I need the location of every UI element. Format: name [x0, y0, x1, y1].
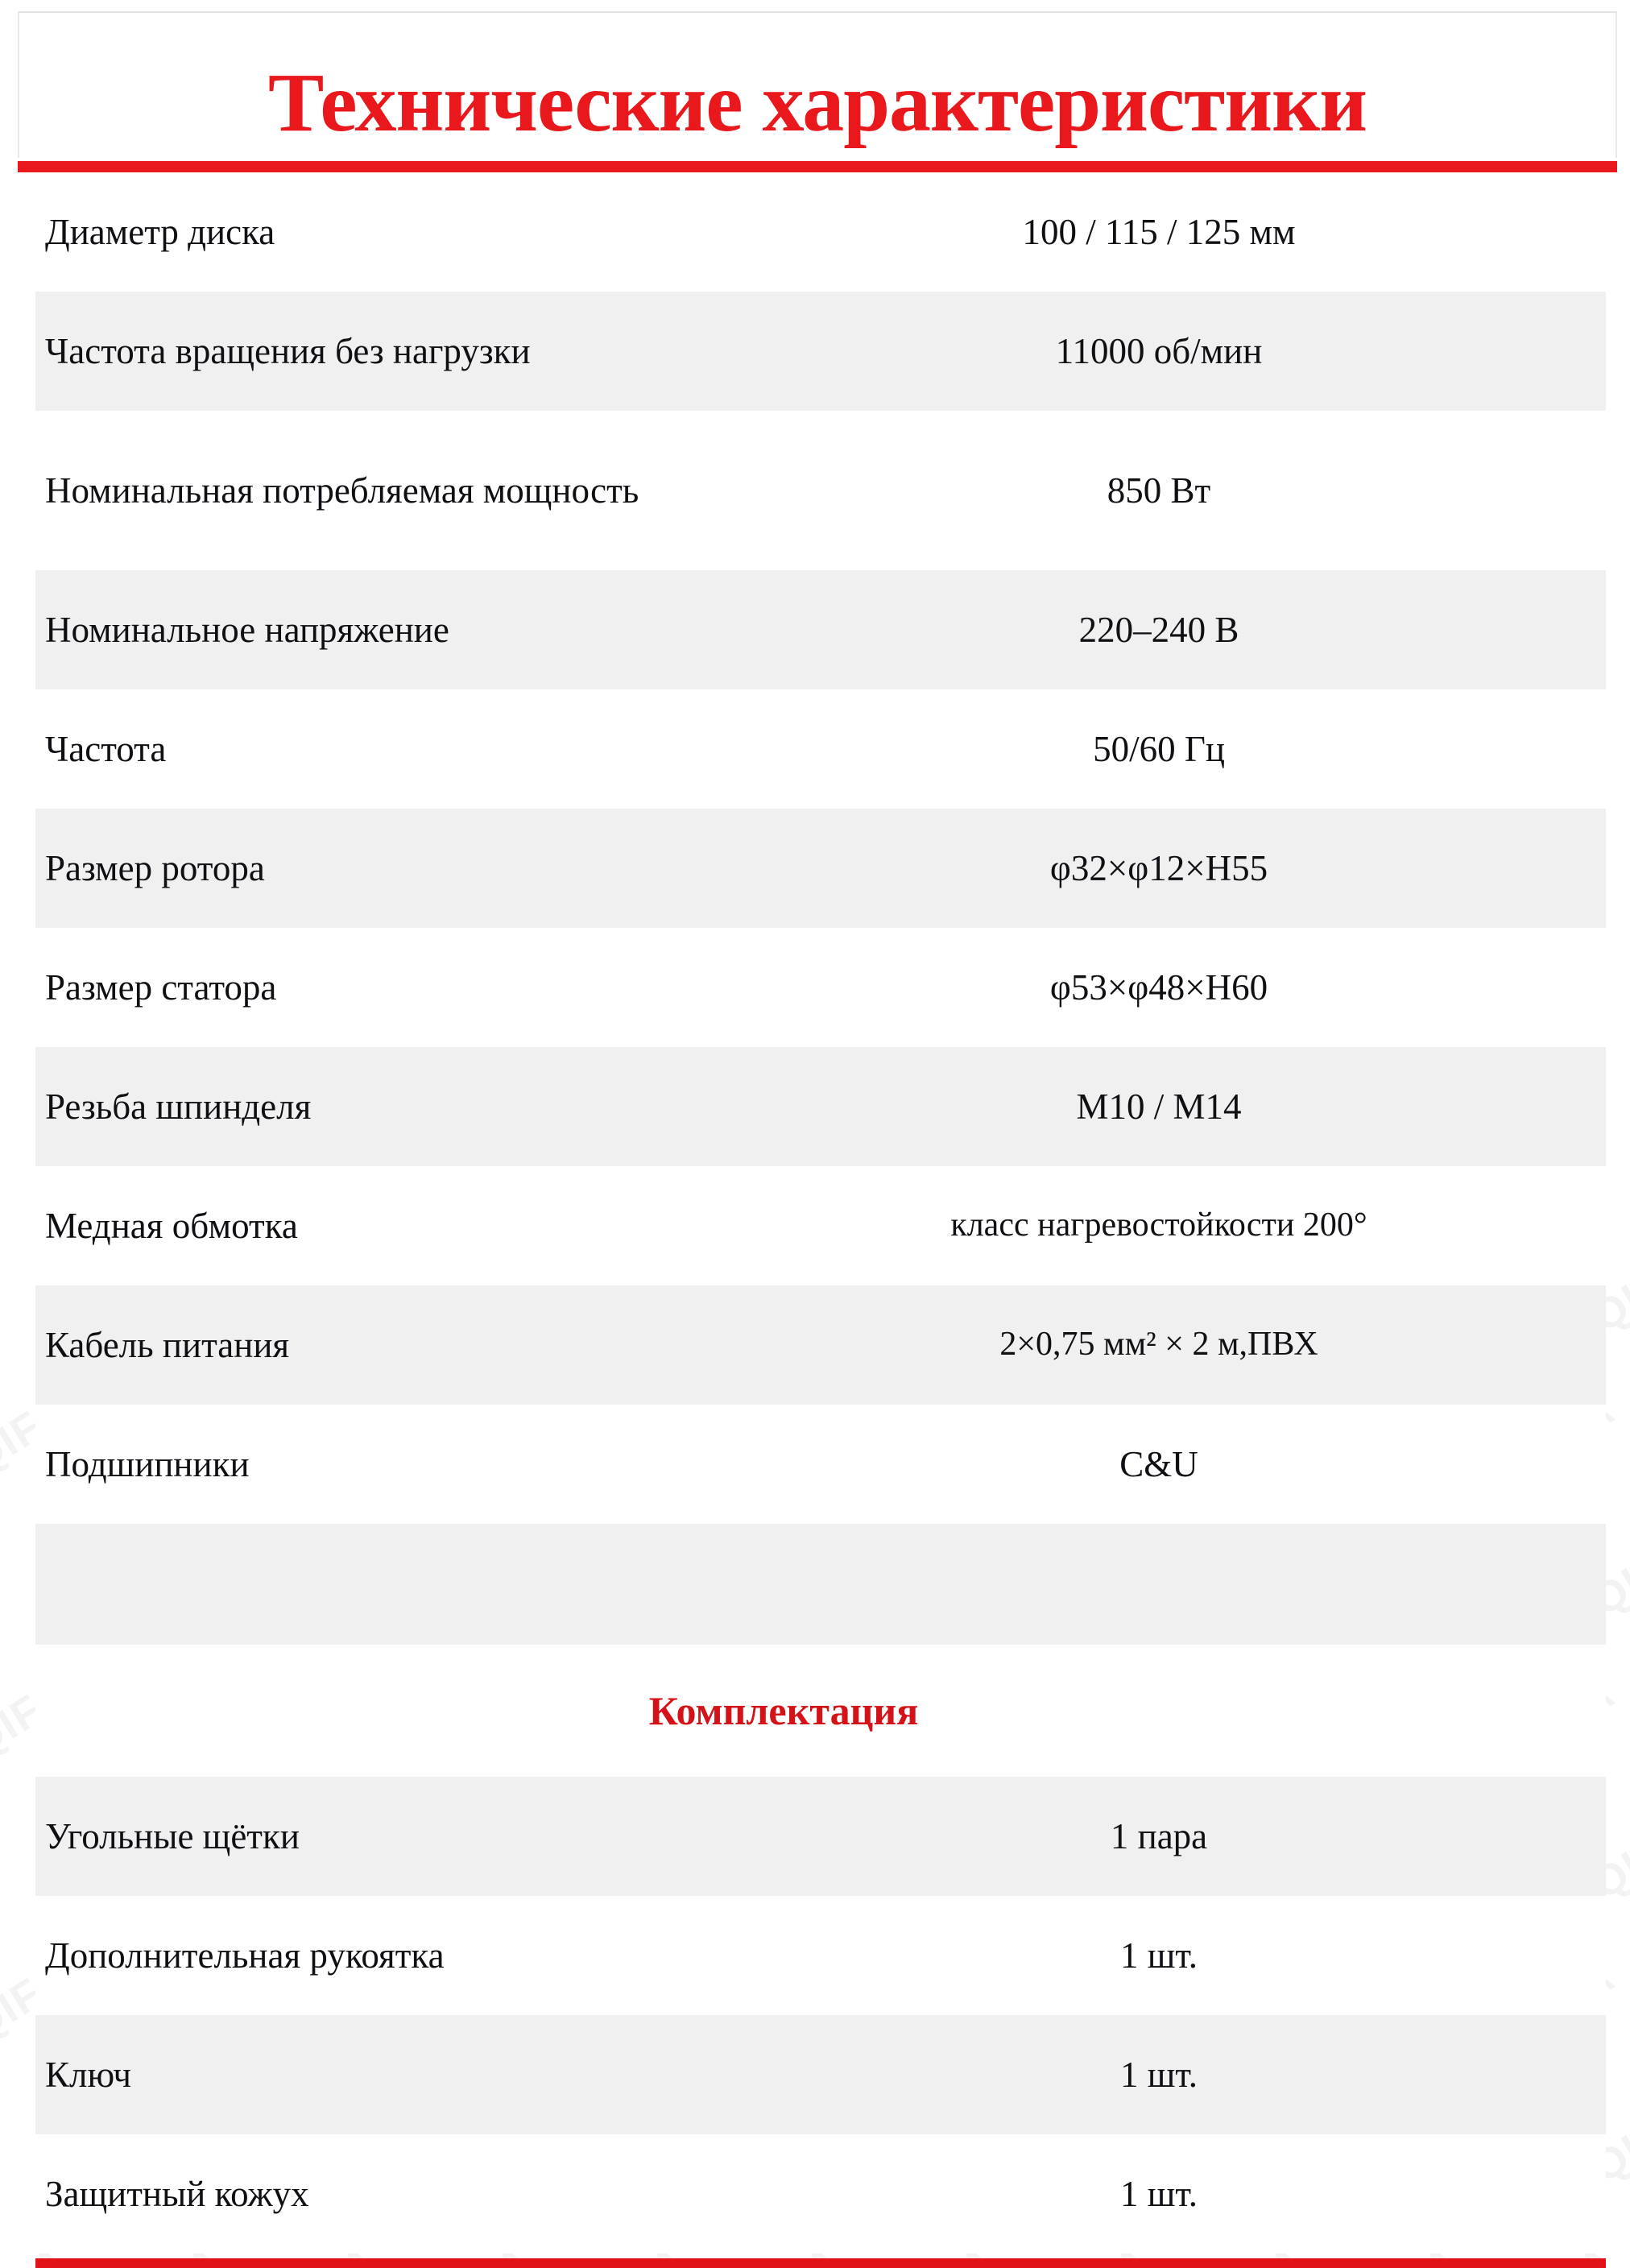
table-row — [35, 2134, 1606, 2254]
table-row — [35, 1777, 1606, 1896]
title-divider-bar — [18, 161, 1617, 172]
spec-label: Подшипники — [35, 1442, 744, 1487]
spec-label: Медная обмотка — [35, 1204, 744, 1248]
package-value: 1 пара — [744, 1815, 1606, 1859]
table-row — [35, 809, 1606, 928]
footer-divider-bar — [35, 2258, 1606, 2268]
specifications-table — [35, 172, 1606, 1524]
spec-label: Диаметр диска — [35, 210, 744, 255]
table-row — [35, 292, 1606, 411]
spec-label: Номинальное напряжение — [35, 608, 744, 652]
spec-label: Номинальная потребляемая мощность — [35, 469, 744, 513]
spec-value: φ53×φ48×H60 — [744, 966, 1606, 1010]
spec-value: 2×0,75 мм² × 2 м,ПВХ — [744, 1324, 1606, 1365]
spec-label: Частота вращения без нагрузки — [35, 329, 744, 374]
package-value: 1 шт. — [744, 2053, 1606, 2097]
package-label: Дополнительная рукоятка — [35, 1934, 744, 1978]
package-value: 1 шт. — [744, 1934, 1606, 1978]
package-section-title: Комплектация — [649, 1687, 919, 1734]
package-label: Ключ — [35, 2053, 744, 2097]
spec-sheet — [0, 11, 1630, 2268]
table-row-empty — [35, 1524, 1606, 1645]
spec-value: M10 / M14 — [744, 1085, 1606, 1129]
table-row — [35, 1166, 1606, 1285]
package-label: Угольные щётки — [35, 1815, 744, 1859]
spec-value: 850 Вт — [744, 469, 1606, 513]
page-title: Технические характеристики — [268, 61, 1367, 158]
table-row — [35, 689, 1606, 809]
package-table — [35, 1777, 1606, 2254]
table-row — [35, 570, 1606, 689]
spec-value: φ32×φ12×H55 — [744, 846, 1606, 891]
table-row — [35, 1285, 1606, 1405]
package-section-header — [35, 1645, 1606, 1777]
spec-value: класс нагревостойкости 200° — [744, 1205, 1606, 1246]
package-label: Защитный кожух — [35, 2172, 744, 2216]
spec-value: C&U — [744, 1442, 1606, 1487]
spec-label: Кабель питания — [35, 1323, 744, 1368]
table-row — [35, 1405, 1606, 1524]
table-row — [35, 2015, 1606, 2134]
table-row — [35, 411, 1606, 570]
table-row — [35, 1896, 1606, 2015]
spec-value: 11000 об/мин — [744, 329, 1606, 374]
title-panel — [18, 11, 1617, 158]
package-value: 1 шт. — [744, 2172, 1606, 2216]
table-row — [35, 1047, 1606, 1166]
spec-value: 220–240 В — [744, 608, 1606, 652]
spec-label: Частота — [35, 727, 744, 772]
spec-value: 100 / 115 / 125 мм — [744, 210, 1606, 255]
spec-label: Размер статора — [35, 966, 744, 1010]
spec-label: Резьба шпинделя — [35, 1085, 744, 1129]
spec-label: Размер ротора — [35, 846, 744, 891]
table-row — [35, 172, 1606, 292]
spec-value: 50/60 Гц — [744, 727, 1606, 772]
table-row — [35, 928, 1606, 1047]
